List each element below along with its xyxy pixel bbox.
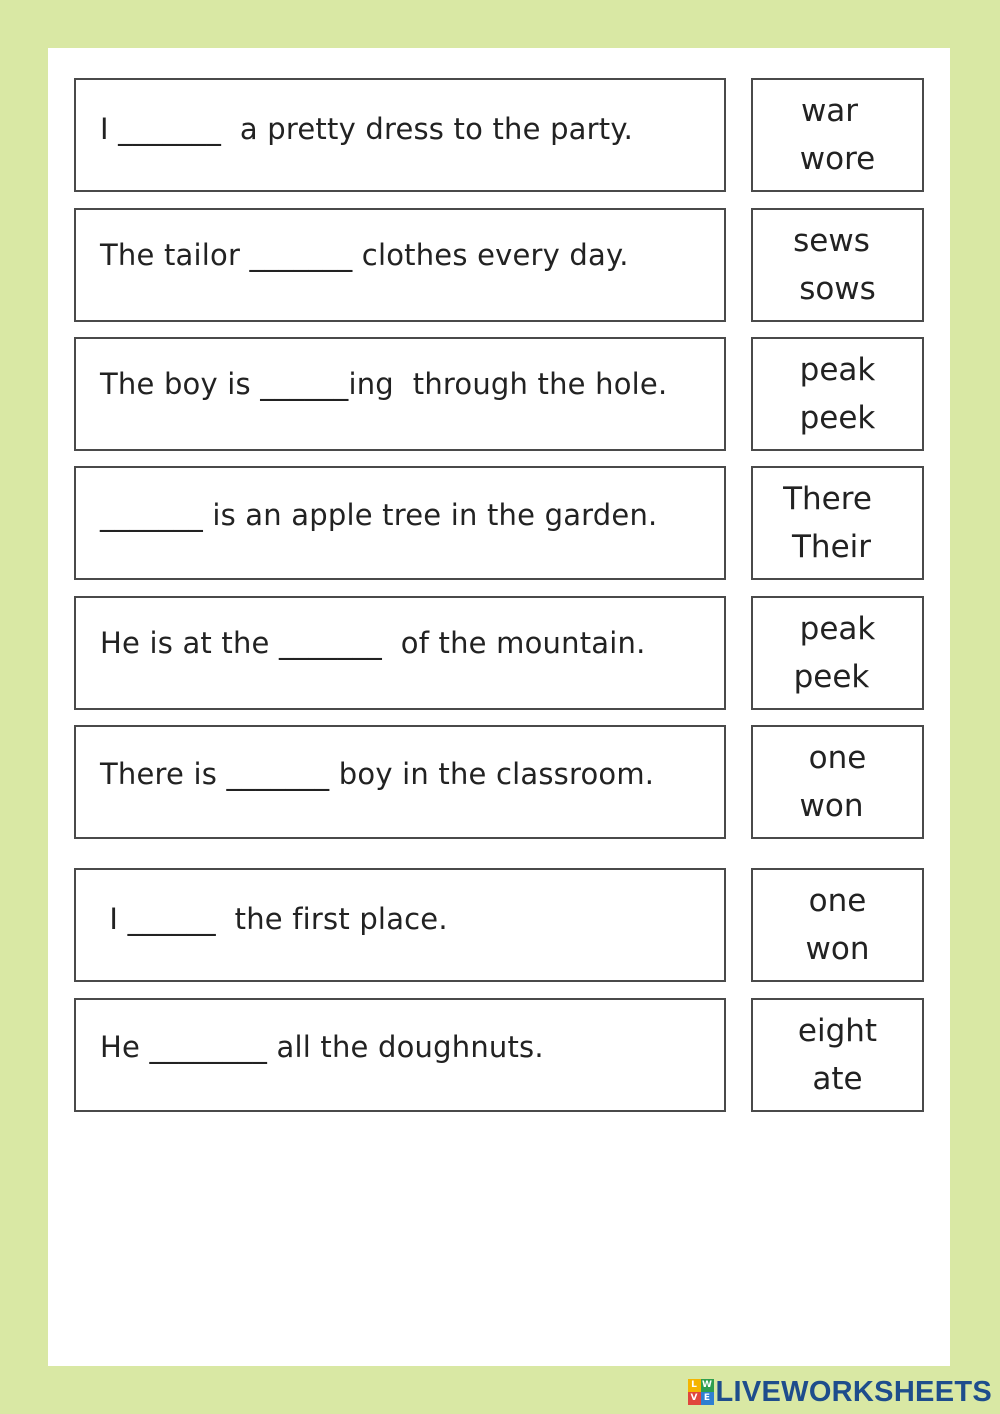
option-box-4 xyxy=(751,466,924,580)
liveworksheets-brand-text: LIVEWORKSHEETS xyxy=(715,1375,992,1408)
sentence-text-7: I ______ the first place. xyxy=(100,902,448,936)
sentence-box-6 xyxy=(74,725,726,839)
sentence-text-1: I _______ a pretty dress to the party. xyxy=(100,112,633,146)
sentence-box-1 xyxy=(74,78,726,192)
sentence-text-2: The tailor _______ clothes every day. xyxy=(100,238,629,272)
option-box-8 xyxy=(751,998,924,1112)
option-word-8a[interactable]: eight xyxy=(797,1013,878,1049)
option-box-1 xyxy=(751,78,924,192)
sentence-text-5: He is at the _______ of the mountain. xyxy=(100,626,646,660)
option-word-6a[interactable]: one xyxy=(808,740,867,776)
option-word-6b[interactable]: won xyxy=(799,788,864,824)
option-word-4a[interactable]: There xyxy=(783,481,872,517)
option-word-5b[interactable]: peek xyxy=(793,659,870,695)
option-word-1a[interactable]: war xyxy=(800,93,859,129)
logo-tile-v: V xyxy=(688,1392,701,1405)
option-box-2 xyxy=(751,208,924,322)
logo-tile-e: E xyxy=(701,1392,714,1405)
option-box-7 xyxy=(751,868,924,982)
sentence-text-6: There is _______ boy in the classroom. xyxy=(100,757,655,791)
option-word-5a[interactable]: peak xyxy=(799,611,876,647)
sentence-box-5 xyxy=(74,596,726,710)
option-word-8b[interactable]: ate xyxy=(812,1061,863,1097)
option-word-2a[interactable]: sews xyxy=(793,223,870,259)
sentence-box-3 xyxy=(74,337,726,451)
option-box-5 xyxy=(751,596,924,710)
sentence-text-3: The boy is ______ing through the hole. xyxy=(100,367,668,401)
option-word-7b[interactable]: won xyxy=(805,931,870,967)
option-box-6 xyxy=(751,725,924,839)
sentence-box-8 xyxy=(74,998,726,1112)
liveworksheets-logo[interactable] xyxy=(688,1374,993,1410)
sentence-text-4: _______ is an apple tree in the garden. xyxy=(100,498,658,532)
option-word-2b[interactable]: sows xyxy=(799,271,876,307)
option-word-4b[interactable]: Their xyxy=(791,529,871,565)
option-box-3 xyxy=(751,337,924,451)
option-word-3b[interactable]: peek xyxy=(799,400,876,436)
logo-tile-w: W xyxy=(702,1380,712,1390)
option-word-3a[interactable]: peak xyxy=(799,352,876,388)
sentence-text-8: He ________ all the doughnuts. xyxy=(100,1030,544,1064)
option-word-7a[interactable]: one xyxy=(808,883,867,919)
sentence-box-4 xyxy=(74,466,726,580)
sentence-box-2 xyxy=(74,208,726,322)
liveworksheets-logo-icon xyxy=(688,1379,714,1405)
sentence-box-7 xyxy=(74,868,726,982)
option-word-1b[interactable]: wore xyxy=(799,141,876,177)
logo-tile-l: L xyxy=(688,1379,701,1392)
